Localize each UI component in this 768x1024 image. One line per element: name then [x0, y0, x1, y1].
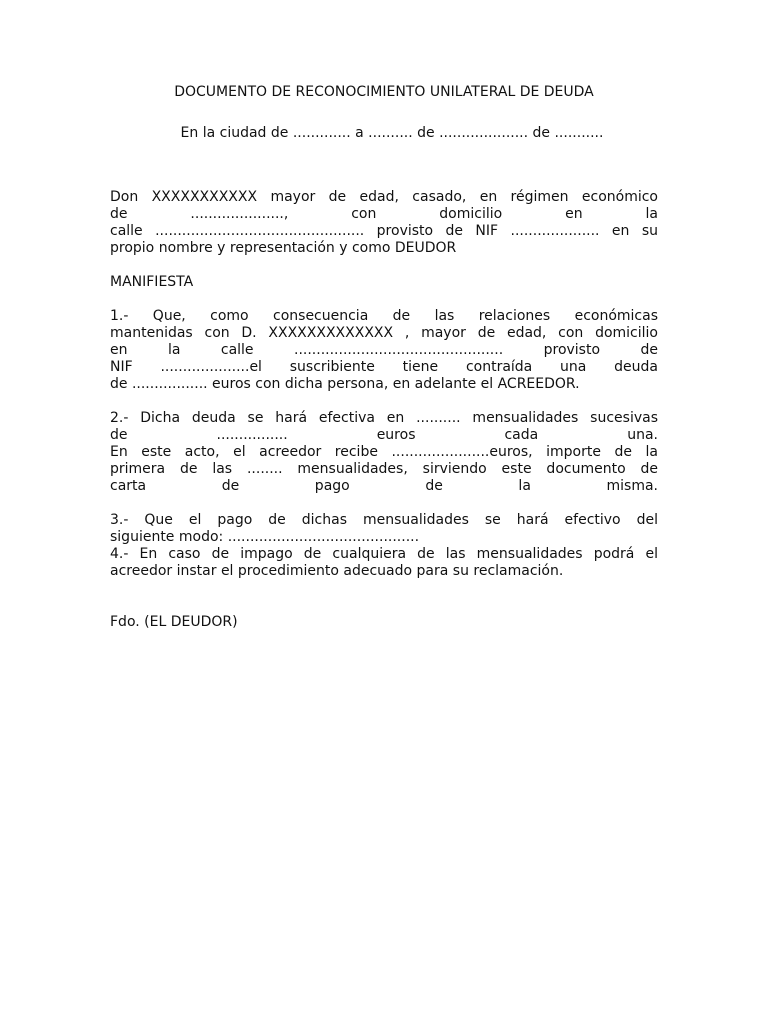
document-page — [110, 84, 658, 648]
text-line: Don XXXXXXXXXXX mayor de edad, casado, en régimen económico — [110, 189, 658, 205]
clause-4 — [110, 546, 658, 580]
signature-line: Fdo. (EL DEUDOR) — [110, 614, 238, 630]
document-title: DOCUMENTO DE RECONOCIMIENTO UNILATERAL DE DEUDA — [174, 84, 594, 100]
text-line: propio nombre y representación y como DEUDOR — [110, 240, 457, 256]
text-line: de ................ euros cada una. — [110, 427, 658, 443]
text-line: primera de las ........ mensualidades, sirviendo este documento de — [110, 461, 658, 477]
text-line: 4.- En caso de impago de cualquiera de las mensualidades podrá el — [110, 546, 658, 562]
text-line: 1.- Que, como consecuencia de las relaciones económicas — [110, 308, 658, 324]
manifiesta-heading: MANIFIESTA — [110, 274, 194, 290]
text-line: siguiente modo: ........................................... — [110, 529, 420, 545]
date-line: En la ciudad de ............. a .......... de .................... de ........... — [180, 125, 604, 141]
text-line: mantenidas con D. XXXXXXXXXXXXX , mayor de edad, con domicilio — [110, 325, 658, 341]
text-line: 3.- Que el pago de dichas mensualidades se hará efectivo del — [110, 512, 658, 528]
debtor-paragraph — [110, 189, 658, 257]
text-line: 2.- Dicha deuda se hará efectiva en .......... mensualidades sucesivas — [110, 410, 658, 426]
text-line: de ....................., con domicilio en la — [110, 206, 658, 222]
text-line: En este acto, el acreedor recibe ......................euros, importe de la — [110, 444, 658, 460]
text-line: NIF ....................el suscribiente tiene contraída una deuda — [110, 359, 658, 375]
clause-2 — [110, 410, 658, 495]
text-line: calle ............................................... provisto de NIF .................... en su — [110, 223, 658, 239]
text-line: carta de pago de la misma. — [110, 478, 658, 494]
clause-1 — [110, 308, 658, 393]
clause-3 — [110, 512, 658, 546]
text-line: acreedor instar el procedimiento adecuado para su reclamación. — [110, 563, 564, 579]
text-line: de ................. euros con dicha persona, en adelante el ACREEDOR. — [110, 376, 580, 392]
text-line: en la calle ............................................... provisto de — [110, 342, 658, 358]
